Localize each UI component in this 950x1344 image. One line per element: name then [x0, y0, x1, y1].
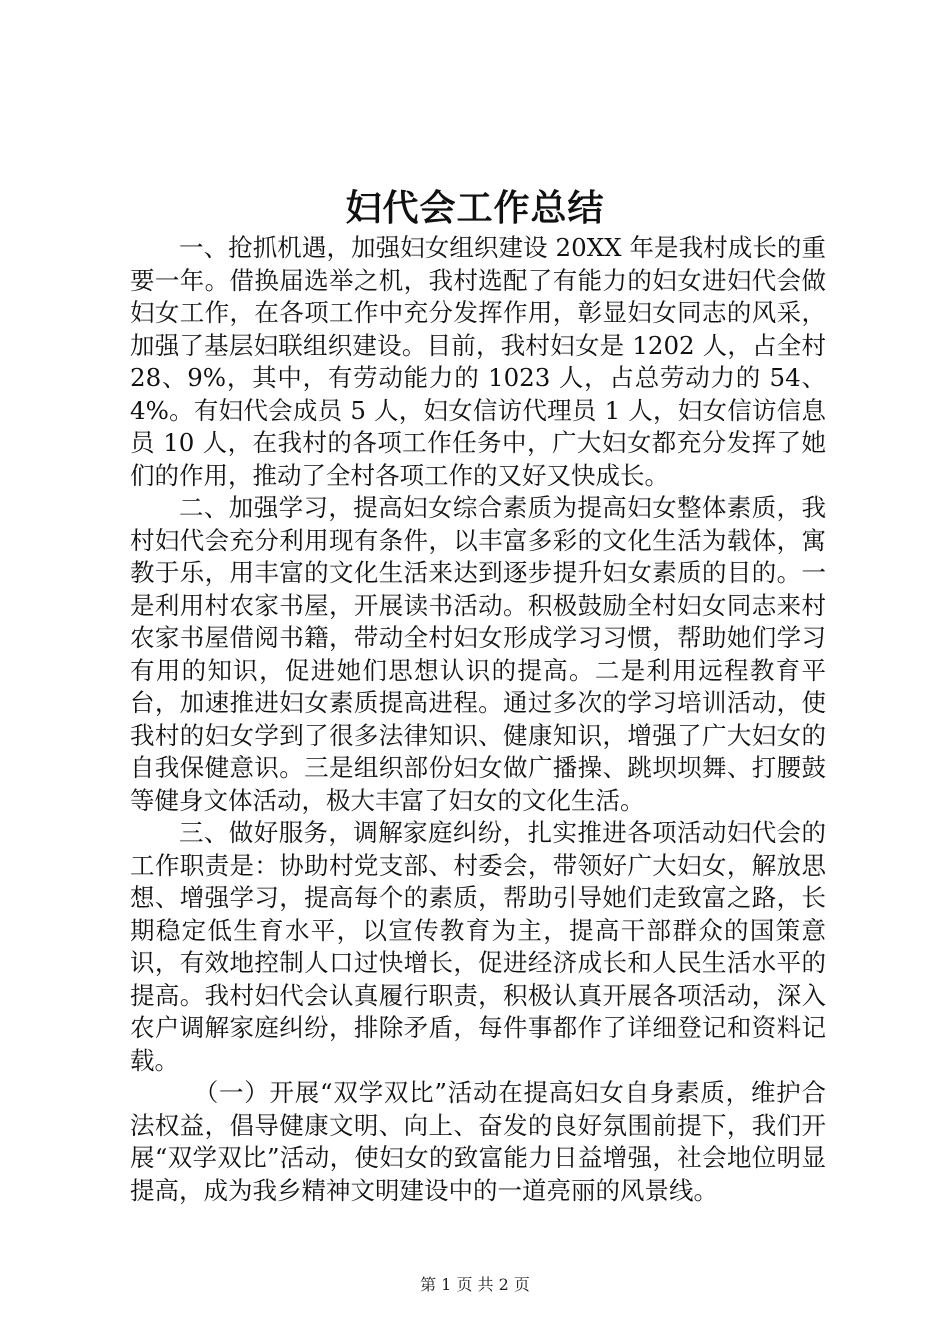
page-number-footer: 第 1 页 共 2 页 — [420, 1275, 530, 1294]
paragraph-1: 一、抢抓机遇，加强妇女组织建设 20XX 年是我村成长的重要一年。借换届选举之机，我村选配了有能力的妇女进妇代会做妇女工作，在各项工作中充分发挥作用，彰显妇女同志的风采，加强了基层妇联组织建设。目前，我村妇女是 1202 人，占全村 28、9%，其中，有劳动能力的 1023 人，占总劳动力的 54、4%。有妇代会成员 5 人，妇女信访代理员 1 人，妇女信访信息员 10 人，在我村的各项工作任务中，广大妇女都充分发挥了她们的作用，推动了全村各项工作的又好又快成长。 — [130, 233, 826, 490]
paragraph-3: 三、做好服务，调解家庭纠纷，扎实推进各项活动妇代会的工作职责是：协助村党支部、村委会，带领好广大妇女，解放思想、增强学习，提高每个的素质，帮助引导她们走致富之路，长期稳定低生育水平，以宣传教育为主，提高干部群众的国策意识，有效地控制人口过快增长，促进经济成长和人民生活水平的提高。我村妇代会认真履行职责，积极认真开展各项活动，深入农户调解家庭纠纷，排除矛盾，每件事都作了详细登记和资料记载。 — [130, 818, 826, 1075]
document-body — [130, 232, 826, 1207]
paragraph-4: （一）开展“双学双比”活动在提高妇女自身素质，维护合法权益，倡导健康文明、向上、奋发的良好氛围前提下，我们开展“双学双比”活动，使妇女的致富能力日益增强，社会地位明显提高，成为我乡精神文明建设中的一道亮丽的风景线。 — [130, 1078, 826, 1205]
document-title: 妇代会工作总结 — [345, 187, 605, 229]
paragraph-2: 二、加强学习，提高妇女综合素质为提高妇女整体素质，我村妇代会充分利用现有条件，以丰富多彩的文化生活为载体，寓教于乐，用丰富的文化生活来达到逐步提升妇女素质的目的。一是利用村农家书屋，开展读书活动。积极鼓励全村妇女同志来村农家书屋借阅书籍，带动全村妇女形成学习习惯，帮助她们学习有用的知识，促进她们思想认识的提高。二是利用远程教育平台，加速推进妇女素质提高进程。通过多次的学习培训活动，使我村的妇女学到了很多法律知识、健康知识，增强了广大妇女的自我保健意识。三是组织部份妇女做广播操、跳坝坝舞、打腰鼓等健身文体活动，极大丰富了妇女的文化生活。 — [130, 493, 826, 815]
